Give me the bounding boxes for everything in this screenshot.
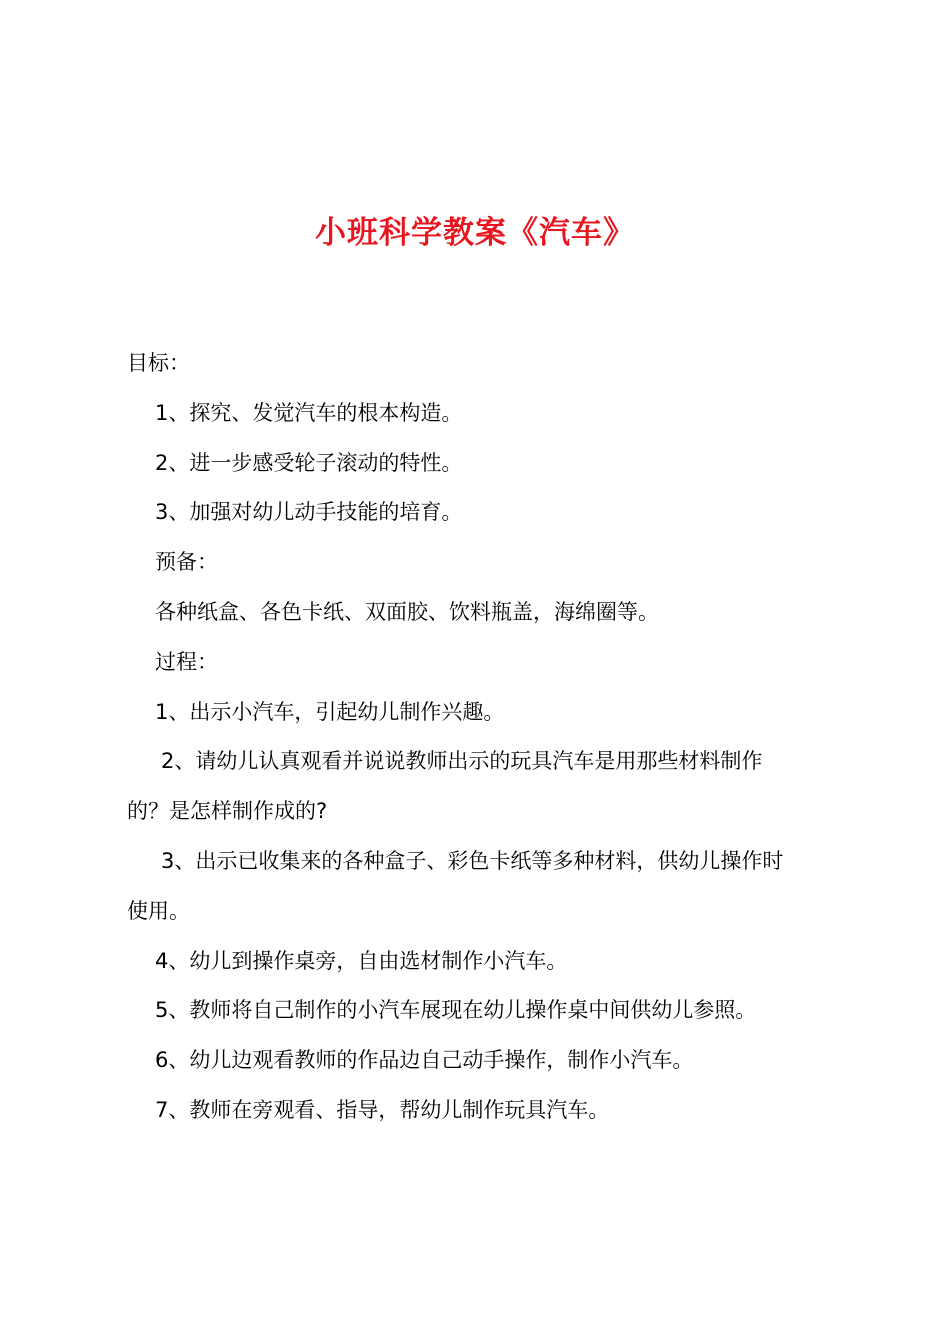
goal-item-3: 3、加强对幼儿动手技能的培育。 [155, 500, 463, 524]
step-3: 3、出示已收集来的各种盒子、彩色卡纸等多种材料，供幼儿操作时 [161, 849, 784, 873]
step-6: 6、幼儿边观看教师的作品边自己动手操作，制作小汽车。 [155, 1048, 694, 1072]
prep-text: 各种纸盒、各色卡纸、双面胶、饮料瓶盖，海绵圈等。 [155, 600, 659, 624]
document-title: 小班科学教案《汽车》 [315, 215, 635, 251]
goal-item-1: 1、探究、发觉汽车的根本构造。 [155, 401, 463, 425]
process-heading: 过程： [155, 650, 218, 674]
goal-item-2: 2、进一步感受轮子滚动的特性。 [155, 451, 463, 475]
step-7: 7、教师在旁观看、指导，帮幼儿制作玩具汽车。 [155, 1098, 610, 1122]
prep-heading: 预备： [155, 550, 218, 574]
step-5: 5、教师将自己制作的小汽车展现在幼儿操作桌中间供幼儿参照。 [155, 998, 757, 1022]
step-2: 2、请幼儿认真观看并说说教师出示的玩具汽车是用那些材料制作 [161, 749, 763, 773]
step-1: 1、出示小汽车，引起幼儿制作兴趣。 [155, 700, 505, 724]
step-3-continued: 使用。 [127, 899, 190, 923]
step-4: 4、幼儿到操作桌旁，自由选材制作小汽车。 [155, 949, 568, 973]
goals-heading: 目标： [127, 351, 190, 375]
step-2-continued: 的？是怎样制作成的? [127, 799, 328, 823]
